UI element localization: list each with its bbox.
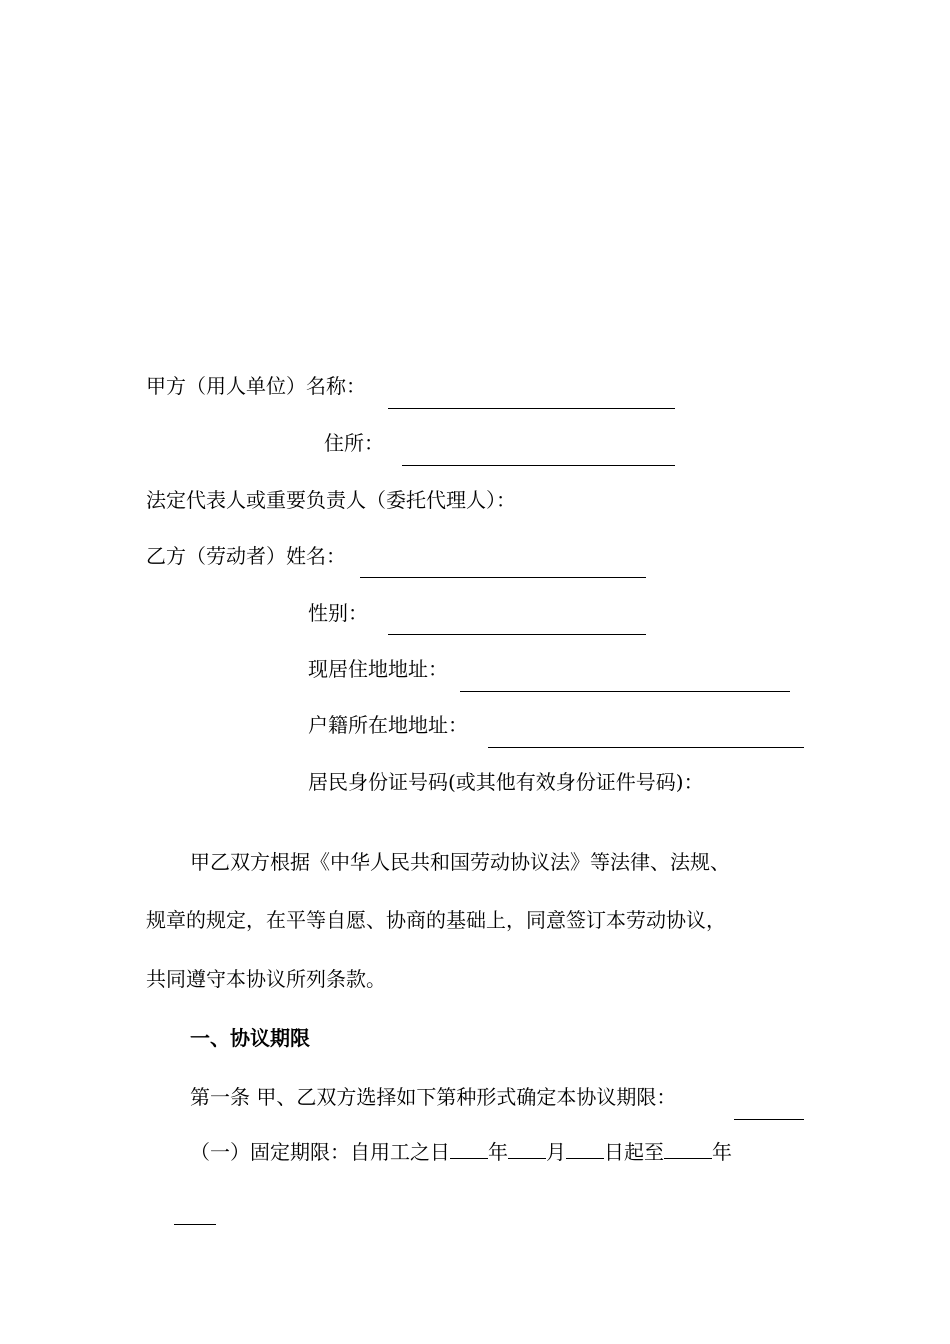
party-a-address-blank[interactable] <box>402 465 675 466</box>
section-1-heading: 一、协议期限 <box>190 1026 310 1050</box>
party-a-representative-label: 法定代表人或重要负责人（委托代理人）： <box>146 488 516 512</box>
article-1-text: 第一条 甲、乙双方选择如下第种形式确定本协议期限： <box>190 1085 677 1109</box>
party-a-address-label: 住所： <box>324 431 384 455</box>
fixed-term-line <box>190 1140 732 1164</box>
party-b-household-address-blank[interactable] <box>488 747 804 748</box>
end-year-label: 年 <box>712 1140 732 1164</box>
article-1-form-blank[interactable] <box>734 1119 804 1120</box>
start-month-label: 月 <box>546 1140 566 1164</box>
start-day-label: 日起至 <box>604 1140 664 1164</box>
party-a-name-label: 甲方（用人单位）名称： <box>146 374 366 398</box>
party-b-name-blank[interactable] <box>360 577 646 578</box>
intro-line-3: 共同遵守本协议所列条款。 <box>146 967 386 991</box>
party-b-current-address-label: 现居住地地址： <box>308 657 448 681</box>
intro-line-2: 规章的规定，在平等自愿、协商的基础上，同意签订本劳动协议， <box>146 908 726 932</box>
start-year-label: 年 <box>488 1140 508 1164</box>
party-a-name-blank[interactable] <box>388 408 675 409</box>
party-b-id-label: 居民身份证号码(或其他有效身份证件号码)： <box>308 770 704 794</box>
end-year-blank[interactable] <box>664 1140 712 1159</box>
intro-line-1: 甲乙双方根据《中华人民共和国劳动协议法》等法律、法规、 <box>190 850 730 874</box>
fixed-term-prefix: （一）固定期限：自用工之日 <box>190 1140 450 1164</box>
start-year-blank[interactable] <box>450 1140 488 1159</box>
party-b-gender-blank[interactable] <box>388 634 646 635</box>
end-continuation-blank[interactable] <box>174 1224 216 1225</box>
party-b-gender-label: 性别： <box>308 601 368 625</box>
party-b-current-address-blank[interactable] <box>460 691 790 692</box>
party-b-household-address-label: 户籍所在地地址： <box>308 713 468 737</box>
party-b-name-label: 乙方（劳动者）姓名： <box>146 544 346 568</box>
start-month-blank[interactable] <box>508 1140 546 1159</box>
start-day-blank[interactable] <box>566 1140 604 1159</box>
